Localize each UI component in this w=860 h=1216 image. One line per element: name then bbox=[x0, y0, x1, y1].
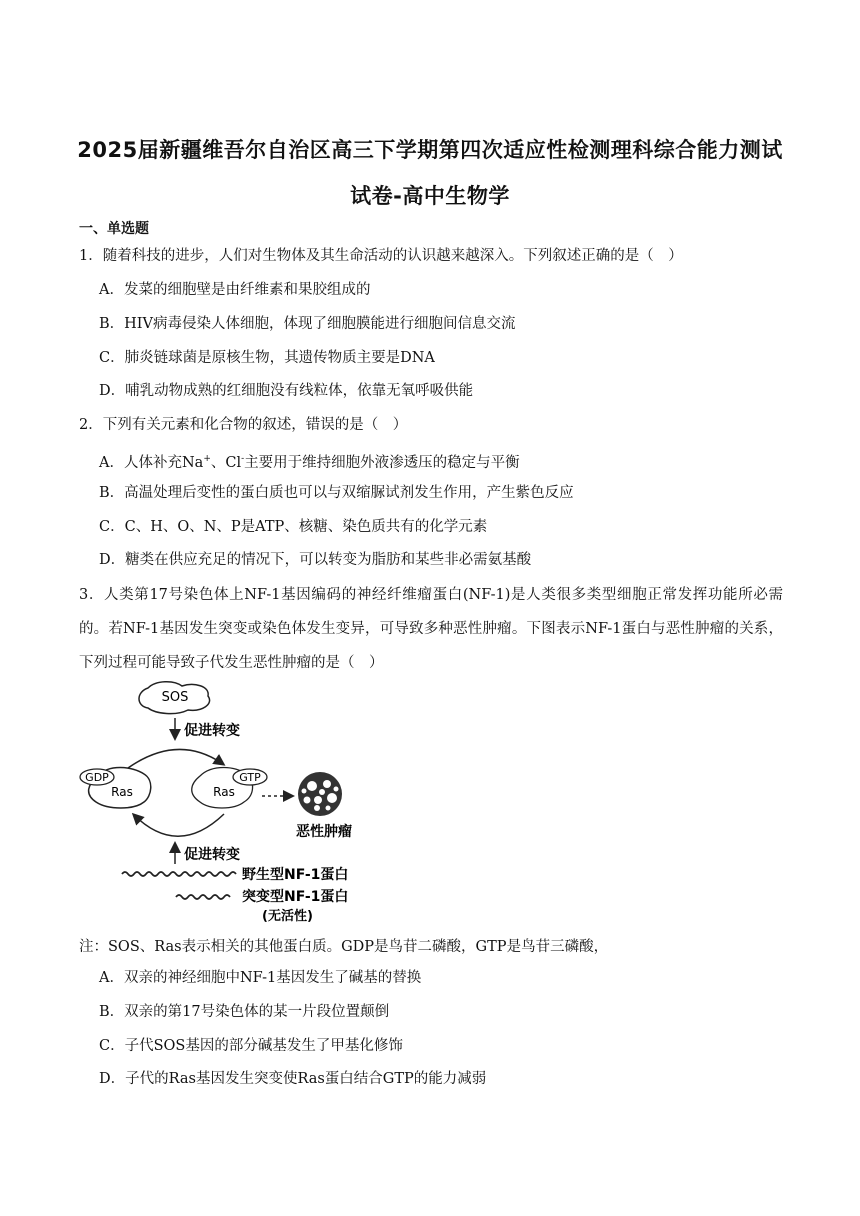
page-title-line2: 试卷-高中生物学 bbox=[350, 184, 510, 208]
inactive-label: (无活性) bbox=[262, 909, 313, 924]
q2-option-a-pre: A．人体补充Na bbox=[99, 454, 204, 471]
mutant-chain-icon bbox=[176, 895, 230, 899]
nf1-ras-diagram bbox=[78, 678, 378, 926]
q2-option-a-post: 主要用于维持细胞外液渗透压的稳定与平衡 bbox=[244, 454, 520, 471]
mutant-label: 突变型NF-1蛋白 bbox=[242, 889, 349, 905]
q3-option-d: D．子代的Ras基因发生突变使Ras蛋白结合GTP的能力减弱 bbox=[99, 1071, 487, 1087]
tumor-label: 恶性肿瘤 bbox=[296, 824, 352, 840]
q2-option-a bbox=[99, 448, 520, 474]
q1-option-d: D．哺乳动物成熟的红细胞没有线粒体，依靠无氧呼吸供能 bbox=[99, 383, 474, 399]
q2-stem: 2．下列有关元素和化合物的叙述，错误的是（ ） bbox=[79, 417, 408, 433]
q3-option-c: C．子代SOS基因的部分碱基发生了甲基化修饰 bbox=[99, 1038, 403, 1054]
tumor-cluster-icon bbox=[298, 772, 342, 816]
gdp-label: GDP bbox=[85, 771, 109, 784]
q2-option-a-sup2: - bbox=[241, 454, 245, 464]
sos-label: SOS bbox=[161, 690, 189, 705]
page-title-line1: 2025届新疆维吾尔自治区高三下学期第四次适应性检测理科综合能力测试 bbox=[77, 138, 783, 162]
q3-option-a: A．双亲的神经细胞中NF-1基因发生了碱基的替换 bbox=[99, 970, 422, 986]
q1-option-a: A．发菜的细胞壁是由纤维素和果胶组成的 bbox=[99, 282, 371, 298]
wild-type-chain-icon bbox=[122, 872, 236, 876]
q3-option-b: B．双亲的第17号染色体的某一片段位置颠倒 bbox=[99, 1004, 390, 1020]
arc-arrow-bottom-icon bbox=[134, 814, 224, 836]
q1-stem: 1．随着科技的进步，人们对生物体及其生命活动的认识越来越深入。下列叙述正确的是（ ） bbox=[79, 248, 683, 264]
arc-arrow-top-icon bbox=[128, 749, 223, 768]
q2-option-b: B．高温处理后变性的蛋白质也可以与双缩脲试剂发生作用，产生紫色反应 bbox=[99, 485, 574, 501]
q2-option-a-mid: 、Cl bbox=[210, 454, 242, 471]
promote-bottom-label: 促进转变 bbox=[184, 847, 240, 863]
wild-type-label: 野生型NF-1蛋白 bbox=[242, 867, 349, 883]
gtp-label: GTP bbox=[239, 771, 261, 784]
q1-option-b: B．HIV病毒侵染人体细胞，体现了细胞膜能进行细胞间信息交流 bbox=[99, 316, 516, 332]
q1-option-c: C．肺炎链球菌是原核生物，其遗传物质主要是DNA bbox=[99, 350, 435, 366]
q2-option-c: C．C、H、O、N、P是ATP、核糖、染色质共有的化学元素 bbox=[99, 519, 488, 535]
ras-right-label: Ras bbox=[213, 785, 235, 799]
q2-option-d: D．糖类在供应充足的情况下，可以转变为脂肪和某些非必需氨基酸 bbox=[99, 552, 532, 568]
promote-top-label: 促进转变 bbox=[184, 723, 240, 739]
ras-left-label: Ras bbox=[111, 785, 133, 799]
q3-note: 注：SOS、Ras表示相关的其他蛋白质。GDP是鸟苷二磷酸，GTP是鸟苷三磷酸， bbox=[79, 939, 609, 955]
q3-stem: 3．人类第17号染色体上NF-1基因编码的神经纤维瘤蛋白(NF-1)是人类很多类型细胞正常发挥功能所必需的。若NF-1基因发生突变或染色体发生变异，可导致多种恶性肿瘤。下图表示NF-1蛋白与恶性肿瘤的关系，下列过程可能导致子代发生恶性肿瘤的是（ ） bbox=[79, 587, 783, 671]
q2-option-a-sup1: + bbox=[203, 454, 211, 464]
section-heading: 一、单选题 bbox=[79, 221, 149, 237]
